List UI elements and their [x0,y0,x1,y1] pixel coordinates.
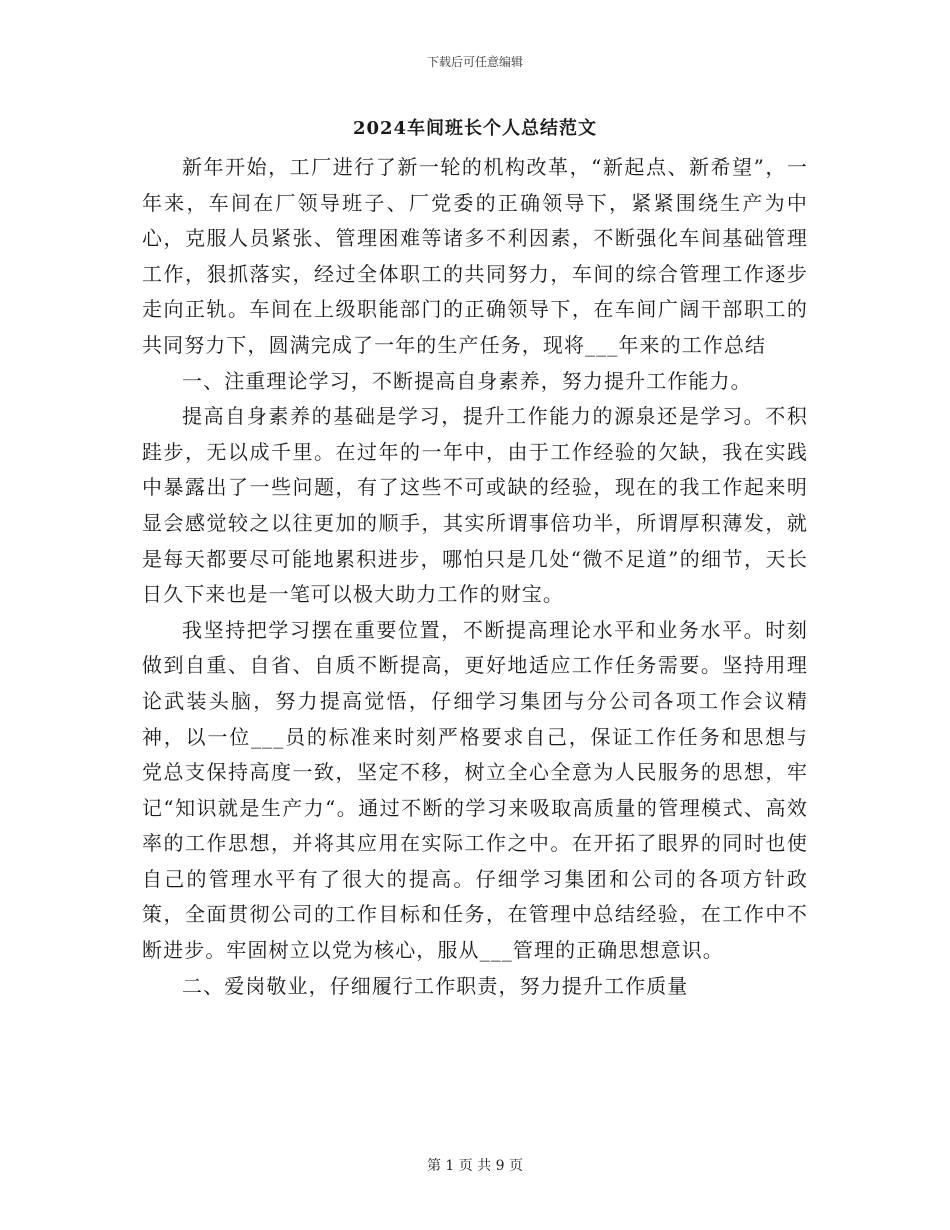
page-number: 第 1 页 共 9 页 [426,1158,524,1174]
section-heading: 二、爱岗敬业，仔细履行工作职责，努力提升工作质量 [182,973,689,998]
header-note: 下载后可任意编辑 [426,55,523,69]
section-heading: 一、注重理论学习，不断提高自身素养，努力提升工作能力。 [182,368,752,393]
paragraph: 我坚持把学习摆在重要位置，不断提高理论水平和业务水平。时刻做到自重、自省、自质不断提高，更好地适应工作任务需要。坚持用理论武装头脑，努力提高觉悟，仔细学习集团与分公司各项工作会议精神，以一位___员的标准来时刻严格要求自己，保证工作任务和思想与党总支保持高度一致，坚定不移，树立全心全意为人民服务的思想，牢记“知识就是生产力“。通过不断的学习来吸取高质量的管理模式、高效率的工作思想，并将其应用在实际工作之中。在开拓了眼界的同时也使自己的管理水平有了很大的提高。仔细学习集团和公司的各项方针政策，全面贯彻公司的工作目标和任务，在管理中总结经验，在工作中不断进步。牢固树立以党为核心，服从___管理的正确思想意识。 [142,617,808,963]
paragraph: 提高自身素养的基础是学习，提升工作能力的源泉还是学习。不积跬步，无以成千里。在过年的一年中，由于工作经验的欠缺，我在实践中暴露出了一些问题，有了这些不可或缺的经验，现在的我工作起来明显会感觉较之以往更加的顺手，其实所谓事倍功半，所谓厚积薄发，就是每天都要尽可能地累积进步，哪怕只是几处“微不足道”的细节，天长日久下来也是一笔可以极大助力工作的财宝。 [142,404,808,607]
paragraph: 新年开始，工厂进行了新一轮的机构改革，“新起点、新希望”，一年来，车间在厂领导班子、厂党委的正确领导下，紧紧围绕生产为中心，克服人员紧张、管理困难等诸多不利因素，不断强化车间基础管理工作，狠抓落实，经过全体职工的共同努力，车间的综合管理工作逐步走向正轨。车间在上级职能部门的正确领导下，在车间广阔干部职工的共同努力下，圆满完成了一年的生产任务，现将___年来的工作总结 [142,155,808,357]
document-body [142,150,808,1004]
document-title: 2024车间班长个人总结范文 [352,118,598,139]
